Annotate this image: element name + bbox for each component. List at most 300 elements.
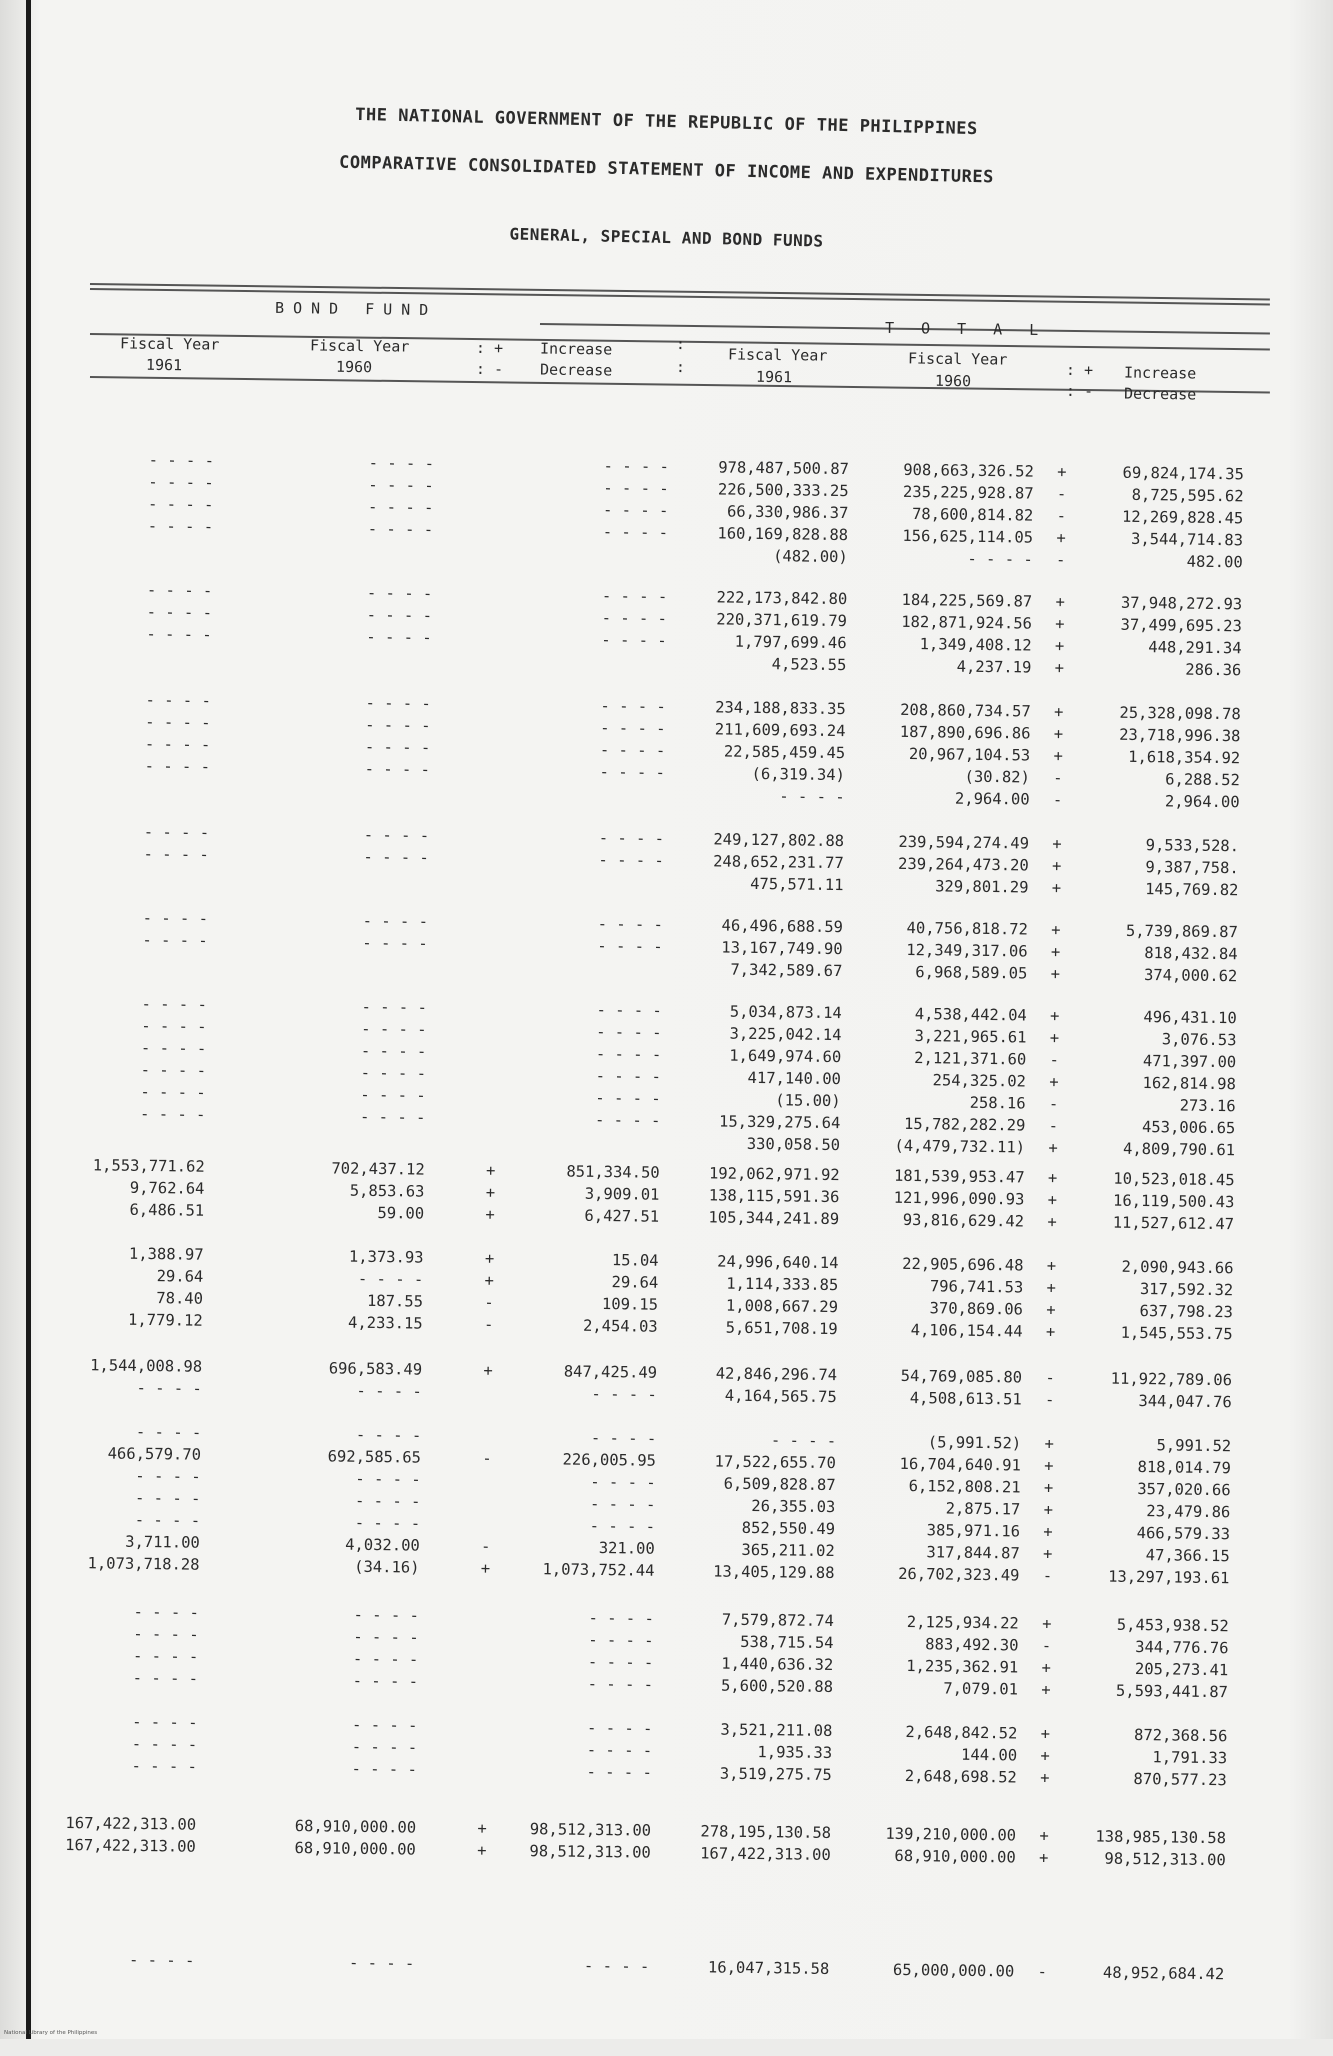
total-fy1960-cell: 16,704,640.91 [851, 1453, 1021, 1475]
bond-change-cell: - - - - [514, 477, 669, 499]
total-sign-plus: : + [1066, 361, 1093, 379]
total-fy1960-cell: 54,769,085.80 [852, 1365, 1022, 1387]
total-fy1960-cell: (4,479,732.11) [855, 1135, 1025, 1157]
total-fy1960-cell: 65,000,000.00 [844, 1959, 1014, 1981]
bond-fy1960-cell: - - - - [238, 931, 428, 953]
total-change-sign: + [1035, 1746, 1055, 1766]
bond-fy1960-cell: 696,583.49 [232, 1357, 422, 1379]
total-change-cell: 344,776.76 [1068, 1636, 1228, 1658]
bond-fy1960-cell: 702,437.12 [235, 1157, 425, 1179]
total-change-cell: 3,544,714.83 [1083, 528, 1243, 550]
total-fy1960-cell: 93,816,629.42 [854, 1209, 1024, 1231]
bond-fy1960-cell: - - - - [228, 1625, 418, 1647]
bond-change-cell: - - - - [511, 695, 666, 717]
total-fy1961-cell: 22,585,459.45 [670, 741, 845, 763]
total-change-cell: 11,527,612.47 [1074, 1212, 1234, 1234]
total-fy1960-cell: 1,235,362.91 [848, 1655, 1018, 1677]
bond-change-cell: - - - - [498, 1673, 653, 1695]
total-fy1961-cell: 3,519,275.75 [657, 1763, 832, 1785]
bond-fy1960-cell: 187.55 [233, 1289, 423, 1311]
bond-fy1960-cell: - - - - [227, 1713, 417, 1735]
bond-change-cell: - - - - [506, 1043, 661, 1065]
bond-fy1960-cell: - - - - [242, 581, 432, 603]
total-fy1961-cell: 5,600,520.88 [658, 1675, 833, 1697]
bond-fy1960-cell: 4,032.00 [230, 1533, 420, 1555]
bond-fy1961-cell: - - - - [32, 600, 212, 622]
total-change-sign: + [1038, 1478, 1058, 1498]
bond-change-sign: - [476, 1536, 496, 1556]
bond-change-cell: - - - - [500, 1515, 655, 1537]
bond-change-cell: 1,073,752.44 [499, 1559, 654, 1581]
total-change-sign: + [1050, 614, 1070, 634]
bond-change-cell: 226,005.95 [501, 1449, 656, 1471]
bond-fy1961-cell: - - - - [14, 1948, 194, 1970]
total-fy1961-cell: 105,344,241.89 [664, 1207, 839, 1229]
bond-change-cell: 109.15 [503, 1293, 658, 1315]
total-change-cell: 138,985,130.58 [1066, 1826, 1226, 1848]
total-change-cell: 872,368.56 [1067, 1724, 1227, 1746]
bond-fy1960-cell: - - - - [229, 1603, 419, 1625]
total-fy1960-cell: 2,125,934.22 [849, 1611, 1019, 1633]
total-change-cell: 1,545,553.75 [1073, 1322, 1233, 1344]
total-change-sign: + [1038, 1522, 1058, 1542]
bond-change-cell: 6,427.51 [504, 1205, 659, 1227]
bond-fy1960-cell: - - - - [239, 823, 429, 845]
total-fy1960-cell: 40,756,818.72 [858, 917, 1028, 939]
total-change-sign: + [1046, 878, 1066, 898]
bond-fy1961-cell: - - - - [29, 820, 209, 842]
bond-fy1960-cell: - - - - [232, 1379, 422, 1401]
bond-fy1960-cell: - - - - [241, 691, 431, 713]
total-change-sign: - [1043, 1116, 1063, 1136]
total-fy1961-cell: 5,034,873.14 [667, 1001, 842, 1023]
bond-change-sign: - [479, 1314, 499, 1334]
bond-fy1961-cell: - - - - [29, 842, 209, 864]
total-fy1961-cell: - - - - [670, 785, 845, 807]
total-change-sign: - [1040, 1390, 1060, 1410]
bond-fy1960-cell: - - - - [242, 625, 432, 647]
bond-change-sign: + [472, 1818, 492, 1838]
bond-fy1960-cell: - - - - [231, 1467, 421, 1489]
bond-fy1961-cell: 1,388.97 [23, 1242, 203, 1264]
bond-fy1960-cell: - - - - [237, 995, 427, 1017]
total-change-cell: 2,964.00 [1079, 790, 1239, 812]
total-fy1961-cell: (6,319.34) [670, 763, 845, 785]
bond-change-sign: + [478, 1360, 498, 1380]
total-heading: T O T A L [885, 319, 1048, 339]
bond-change-cell [513, 543, 668, 545]
total-fy1961-cell: 1,649,974.60 [666, 1045, 841, 1067]
bond-change-cell [510, 783, 665, 785]
bond-fy1961-cell: - - - - [18, 1666, 198, 1688]
bond-fy1960-cell: - - - - [236, 1017, 426, 1039]
bond-fy1960-cell: - - - - [236, 1083, 426, 1105]
total-fy1961-cell: 160,169,828.88 [673, 523, 848, 545]
bond-fy1961-cell: - - - - [17, 1732, 197, 1754]
bond-fy1961-cell: - - - - [28, 906, 208, 928]
bond-fy1961-cell: - - - - [34, 448, 214, 470]
bond-fund-heading: BOND FUND [275, 299, 438, 319]
total-change-cell: 5,739,869.87 [1078, 920, 1238, 942]
bond-fy1960-cell: - - - - [244, 473, 434, 495]
total-fy1961-cell: 1,440,636.32 [658, 1653, 833, 1675]
bond-fy1961-cell: 29.64 [23, 1264, 203, 1286]
total-fy1960-cell: 329,801.29 [858, 875, 1028, 897]
bond-fy1960-cell: - - - - [227, 1735, 417, 1757]
total-change-cell: 471,397.00 [1076, 1050, 1236, 1072]
total-fy1961-cell: 978,487,500.87 [674, 457, 849, 479]
total-fy1961-cell: 42,846,296.74 [662, 1363, 837, 1385]
bond-fy1960-cell: - - - - [228, 1647, 418, 1669]
total-change-sign: + [1046, 920, 1066, 940]
bond-fy1960-cell: - - - - [243, 517, 433, 539]
bond-change-cell: - - - - [501, 1427, 656, 1449]
bond-change-cell: 847,425.49 [502, 1361, 657, 1383]
total-fy1960-cell: 2,648,842.52 [847, 1721, 1017, 1743]
total-fy1961-cell: 538,715.54 [658, 1631, 833, 1653]
total-fy1961-cell: - - - - [661, 1429, 836, 1451]
total-change-sign: + [1047, 834, 1067, 854]
total-change-cell: 818,014.79 [1071, 1456, 1231, 1478]
bond-change-cell: - - - - [507, 999, 662, 1021]
bond-fy1961-cell [25, 1124, 205, 1126]
total-fy1961-cell: 278,195,130.58 [656, 1821, 831, 1843]
total-fy1961-cell: 26,355.03 [660, 1495, 835, 1517]
total-fy1960-cell: 181,539,953.47 [855, 1165, 1025, 1187]
total-fy1960-cell: 385,971.16 [850, 1519, 1020, 1541]
total-fy1960-cell: 2,648,698.52 [847, 1765, 1017, 1787]
total-change-cell: 1,618,354.92 [1080, 746, 1240, 768]
bond-fy1960-cell: - - - - [224, 1951, 414, 1973]
total-fy1960-cell: 139,210,000.00 [846, 1823, 1016, 1845]
total-fy1960-cell: 2,875.17 [850, 1497, 1020, 1519]
total-fy1960-cell: 908,663,326.52 [864, 459, 1034, 481]
total-change-sign: - [1040, 1368, 1060, 1388]
total-fy1960-cell: 258.16 [856, 1091, 1026, 1113]
total-change-cell: 344,047.76 [1072, 1390, 1232, 1412]
total-change-sign: + [1036, 1658, 1056, 1678]
bond-fy1961-cell: - - - - [30, 754, 210, 776]
bond-change-sign: + [472, 1840, 492, 1860]
bond-fy1961-cell: - - - - [33, 514, 213, 536]
bond-fy1961-cell: - - - - [30, 710, 210, 732]
total-fy1961-cell: (15.00) [666, 1089, 841, 1111]
bond-fy1960-cell: - - - - [235, 1105, 425, 1127]
total-fy1960-cell: 4,237.19 [861, 655, 1031, 677]
total-change-sign: + [1039, 1434, 1059, 1454]
bond-fy1960-cell: - - - - [240, 735, 430, 757]
bond-fy1960-cell: - - - - [243, 495, 433, 517]
bond-change-cell: - - - - [500, 1493, 655, 1515]
bond-change-cell [509, 871, 664, 873]
total-change-sign: - [1044, 1094, 1064, 1114]
bond-fy1961-cell: 78.40 [23, 1286, 203, 1308]
total-change-cell: 37,499,695.23 [1082, 614, 1242, 636]
bond-change-cell: - - - - [506, 1021, 661, 1043]
bond-change-cell: 851,334.50 [505, 1161, 660, 1183]
bond-fy1961-cell: 167,422,313.00 [16, 1812, 196, 1834]
table-row [0, 1948, 1307, 1985]
bond-change-sign: + [480, 1204, 500, 1224]
bond-change-cell: 3,909.01 [504, 1183, 659, 1205]
total-fy1961-cell: 46,496,688.59 [668, 915, 843, 937]
bond-fy1960-cell [240, 779, 430, 781]
bond-fy1961-cell: - - - - [25, 1102, 205, 1124]
total-change-sign: + [1034, 1848, 1054, 1868]
total-fy1960-cell: 4,508,613.51 [852, 1387, 1022, 1409]
bond-increase-label: Increase [540, 340, 612, 359]
bond-fy1960-cell: - - - - [238, 909, 428, 931]
bond-change-cell: - - - - [497, 1739, 652, 1761]
bond-fy1960-cell: 5,853.63 [234, 1179, 424, 1201]
bond-change-cell: - - - - [497, 1717, 652, 1739]
bond-fy1960-cell: 1,373.93 [233, 1245, 423, 1267]
title-line-2: COMPARATIVE CONSOLIDATED STATEMENT OF INCOME AND EXPENDITURES [0, 145, 1333, 195]
total-fy1961-cell: 234,188,833.35 [671, 697, 846, 719]
total-fy1961-cell: 3,521,211.08 [657, 1719, 832, 1741]
bond-fy1960-cell [239, 867, 429, 869]
total-change-sign: + [1043, 1138, 1063, 1158]
total-fy1960-cell: 796,741.53 [853, 1275, 1023, 1297]
total-change-sign: - [1032, 1962, 1052, 1982]
total-fy1960-cell: 317,844.87 [850, 1541, 1020, 1563]
bond-change-cell [505, 1131, 660, 1133]
total-change-sign: - [1036, 1636, 1056, 1656]
total-fy1960-cell: 208,860,734.57 [861, 699, 1031, 721]
bond-fy1961-cell: - - - - [17, 1710, 197, 1732]
bond-change-cell: - - - - [512, 585, 667, 607]
total-change-cell: 374,000.62 [1077, 964, 1237, 986]
total-fy1961-cell: 3,225,042.14 [666, 1023, 841, 1045]
bond-fy1961-cell: - - - - [26, 1014, 206, 1036]
total-fy1960-cell: 144.00 [847, 1743, 1017, 1765]
bond-change-sign: - [477, 1448, 497, 1468]
total-change-sign: + [1045, 1006, 1065, 1026]
total-fy1961-label: Fiscal Year [728, 345, 828, 364]
bond-fy1961-cell: - - - - [20, 1486, 200, 1508]
bond-change-cell: - - - - [506, 1065, 661, 1087]
total-change-cell: 145,769.82 [1078, 878, 1238, 900]
bond-change-sign: + [479, 1270, 499, 1290]
bond-fy1961-cell: 466,579.70 [21, 1442, 201, 1464]
bond-change-cell: - - - - [499, 1607, 654, 1629]
total-fy1961-cell: 222,173,842.80 [672, 587, 847, 609]
bond-change-cell: - - - - [508, 935, 663, 957]
bond-fy1960-cell: - - - - [239, 845, 429, 867]
bond-fy1960-cell: - - - - [240, 757, 430, 779]
total-fy1960-cell: 12,349,317.06 [858, 939, 1028, 961]
total-change-sign: + [1044, 1072, 1064, 1092]
bond-change-cell: - - - - [505, 1109, 660, 1131]
bond-change-cell: - - - - [510, 717, 665, 739]
total-change-cell: 496,431.10 [1077, 1006, 1237, 1028]
total-change-cell: 466,579.33 [1070, 1522, 1230, 1544]
total-fy1960-cell: 68,910,000.00 [846, 1845, 1016, 1867]
total-fy1960-cell: 7,079.01 [848, 1677, 1018, 1699]
total-change-cell: 25,328,098.78 [1081, 702, 1241, 724]
bond-fy1960-cell: - - - - [227, 1757, 417, 1779]
bond-change-cell: - - - - [509, 827, 664, 849]
bond-fy1960-cell: - - - - [233, 1267, 423, 1289]
total-change-cell: 5,991.52 [1071, 1434, 1231, 1456]
total-change-sign: + [1043, 1168, 1063, 1188]
total-change-cell: 2,090,943.66 [1073, 1256, 1233, 1278]
bond-fy1960-cell: 68,910,000.00 [226, 1837, 416, 1859]
title-line-3: GENERAL, SPECIAL AND BOND FUNDS [0, 213, 1333, 262]
bond-change-cell: - - - - [514, 455, 669, 477]
total-fy1960-cell: 15,782,282.29 [855, 1113, 1025, 1135]
total-fy1960-cell: 254,325.02 [856, 1069, 1026, 1091]
bond-fy1960-cell: 59.00 [234, 1201, 424, 1223]
total-change-cell: 6,288.52 [1080, 768, 1240, 790]
total-fy1960-cell: - - - - [863, 547, 1033, 569]
bond-fy1960-cell: - - - - [236, 1061, 426, 1083]
bond-fy1961-cell: - - - - [31, 688, 211, 710]
bond-change-cell: 321.00 [500, 1537, 655, 1559]
total-fy1960-cell: 121,996,090.93 [854, 1187, 1024, 1209]
total-change-sign: + [1050, 592, 1070, 612]
bond-fy1961-cell: - - - - [26, 1058, 206, 1080]
total-change-sign: + [1052, 462, 1072, 482]
total-change-cell: 5,453,938.52 [1069, 1614, 1229, 1636]
total-fy1961-cell: 17,522,655.70 [661, 1451, 836, 1473]
total-change-sign: + [1034, 1826, 1054, 1846]
bond-change-cell: - - - - [494, 1955, 649, 1977]
bond-fy1960-year: 1960 [336, 358, 372, 376]
bond-fy1961-cell [32, 644, 212, 646]
total-fy1961-cell: 4,523.55 [671, 653, 846, 675]
bond-change-cell [508, 957, 663, 959]
total-change-cell: 12,269,828.45 [1083, 506, 1243, 528]
total-fy1961-cell: 5,651,708.19 [663, 1317, 838, 1339]
total-fy1960-cell: 156,625,114.05 [863, 525, 1033, 547]
total-change-sign: + [1037, 1614, 1057, 1634]
bond-change-cell: - - - - [513, 521, 668, 543]
total-change-sign: + [1041, 1256, 1061, 1276]
total-change-cell: 205,273.41 [1068, 1658, 1228, 1680]
total-fy1960-cell: 78,600,814.82 [863, 503, 1033, 525]
total-change-cell: 23,479.86 [1070, 1500, 1230, 1522]
total-fy1960-cell: 239,594,274.49 [859, 831, 1029, 853]
total-fy1960-cell: (30.82) [860, 765, 1030, 787]
bond-sign-minus: : - [476, 360, 503, 378]
total-fy1960-cell: 883,492.30 [848, 1633, 1018, 1655]
total-change-sign: + [1048, 724, 1068, 744]
total-fy1961-cell: 417,140.00 [666, 1067, 841, 1089]
total-fy1961-cell: 220,371,619.79 [672, 609, 847, 631]
bond-fy1960-cell: - - - - [242, 603, 432, 625]
total-fy1960-cell: 239,264,473.20 [859, 853, 1029, 875]
bond-fy1960-cell [235, 1127, 425, 1129]
total-fy1961-cell: 226,500,333.25 [674, 479, 849, 501]
bond-fy1960-cell: - - - - [230, 1489, 420, 1511]
total-fy1961-cell: 1,008,667.29 [663, 1295, 838, 1317]
total-change-cell: 453,006.65 [1075, 1116, 1235, 1138]
total-change-sign: + [1044, 1028, 1064, 1048]
bond-fy1960-cell [242, 647, 432, 649]
total-change-sign: - [1037, 1566, 1057, 1586]
total-change-sign: + [1042, 1212, 1062, 1232]
bond-fy1960-cell: - - - - [231, 1423, 421, 1445]
total-fy1960-label: Fiscal Year [908, 349, 1008, 368]
bond-change-sign: + [475, 1558, 495, 1578]
bond-change-cell: - - - - [502, 1383, 657, 1405]
total-fy1960-cell: 2,964.00 [860, 787, 1030, 809]
total-change-sign: + [1041, 1278, 1061, 1298]
total-change-sign: + [1046, 942, 1066, 962]
total-change-sign: + [1035, 1724, 1055, 1744]
total-fy1960-cell: 182,871,924.56 [862, 611, 1032, 633]
total-change-cell: 9,533,528. [1079, 834, 1239, 856]
bond-fy1961-cell: - - - - [21, 1464, 201, 1486]
total-decrease-label: Decrease [1124, 385, 1196, 404]
total-change-sign: - [1051, 506, 1071, 526]
bond-fy1961-cell: 1,779.12 [23, 1308, 203, 1330]
total-change-cell: 818,432.84 [1077, 942, 1237, 964]
total-fy1960-cell: 4,538,442.04 [857, 1003, 1027, 1025]
bond-fy1961-cell: - - - - [26, 1036, 206, 1058]
bond-fy1960-cell: 68,910,000.00 [226, 1815, 416, 1837]
bond-fy1961-cell: - - - - [20, 1508, 200, 1530]
bond-change-cell: 29.64 [503, 1271, 658, 1293]
bond-fy1960-cell [238, 953, 428, 955]
total-change-cell: 448,291.34 [1082, 636, 1242, 658]
bond-fy1960-label: Fiscal Year [310, 336, 410, 355]
total-change-cell: 9,387,758. [1079, 856, 1239, 878]
total-change-sign: - [1044, 1050, 1064, 1070]
total-fy1960-cell: 26,702,323.49 [849, 1563, 1019, 1585]
bond-change-cell: - - - - [506, 1087, 661, 1109]
total-fy1961-cell: 7,342,589.67 [667, 959, 842, 981]
bond-fy1961-cell [28, 950, 208, 952]
total-change-cell: 5,593,441.87 [1068, 1680, 1228, 1702]
bond-change-sign: + [479, 1248, 499, 1268]
bond-change-cell: - - - - [498, 1651, 653, 1673]
total-fy1960-cell: 184,225,569.87 [862, 589, 1032, 611]
bond-change-cell: - - - - [510, 761, 665, 783]
total-change-cell: 69,824,174.35 [1084, 462, 1244, 484]
total-change-sign: + [1049, 658, 1069, 678]
total-fy1960-cell: (5,991.52) [851, 1431, 1021, 1453]
total-change-sign: - [1047, 790, 1067, 810]
total-change-cell: 317,592.32 [1073, 1278, 1233, 1300]
total-fy1961-cell: 24,996,640.14 [663, 1251, 838, 1273]
bond-fy1960-cell: 4,233.15 [233, 1311, 423, 1333]
bond-change-sign: + [480, 1182, 500, 1202]
bond-fy1961-cell: - - - - [26, 1080, 206, 1102]
bond-decrease-label: Decrease [540, 361, 612, 380]
bond-fy1961-cell: 1,544,008.98 [22, 1354, 202, 1376]
total-fy1960-cell: 6,152,808.21 [851, 1475, 1021, 1497]
bond-fy1960-cell: - - - - [230, 1511, 420, 1533]
bond-fy1961-cell: - - - - [27, 992, 207, 1014]
total-fy1961-cell: 330,058.50 [665, 1133, 840, 1155]
total-change-cell: 48,952,684.42 [1064, 1962, 1224, 1984]
total-change-cell: 870,577.23 [1067, 1768, 1227, 1790]
bond-change-cell: - - - - [501, 1471, 656, 1493]
bond-fy1960-cell: - - - - [236, 1039, 426, 1061]
total-change-cell: 3,076.53 [1076, 1028, 1236, 1050]
total-change-sign: + [1051, 528, 1071, 548]
bond-change-cell: - - - - [510, 739, 665, 761]
total-change-cell: 482.00 [1083, 550, 1243, 572]
total-fy1961-cell: 249,127,802.88 [669, 829, 844, 851]
total-fy1960-cell: 187,890,696.86 [860, 721, 1030, 743]
total-fy1961-cell: 365,211.02 [660, 1539, 835, 1561]
total-change-sign: - [1048, 768, 1068, 788]
total-fy1960-cell: 6,968,589.05 [857, 961, 1027, 983]
total-change-cell: 11,922,789.06 [1072, 1368, 1232, 1390]
